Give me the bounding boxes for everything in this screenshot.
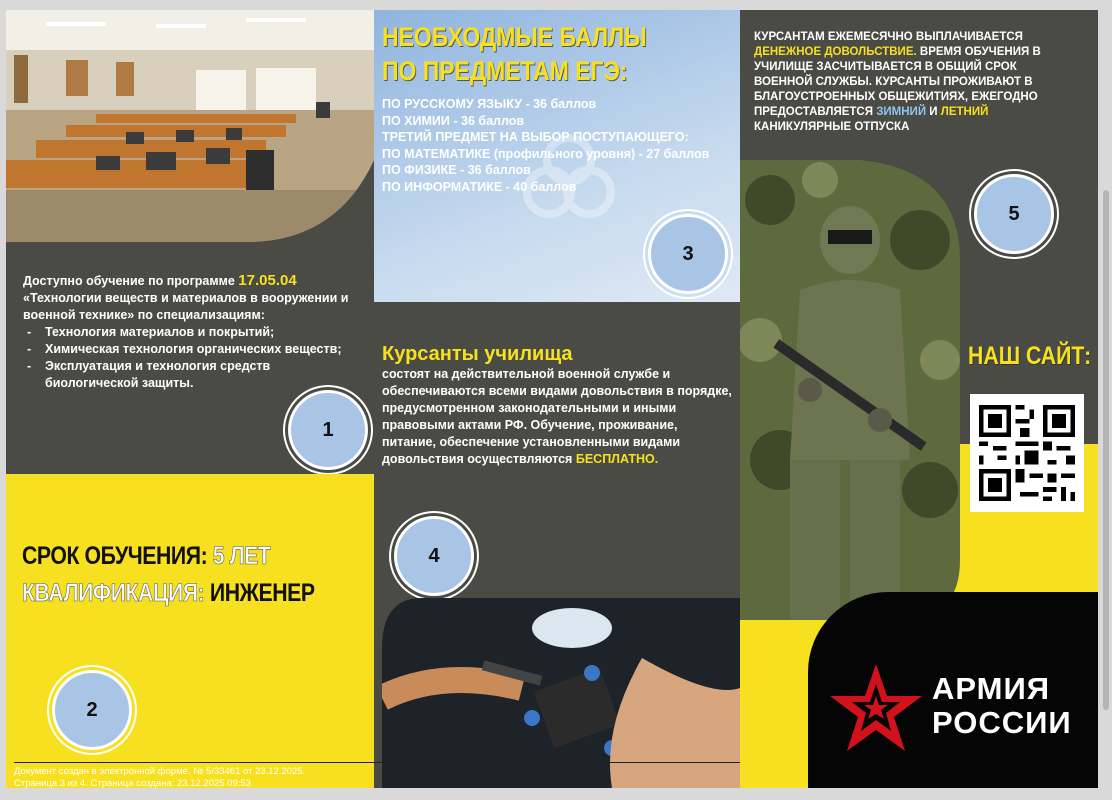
brochure-sheet bbox=[6, 10, 1098, 788]
soldier-photo bbox=[740, 160, 970, 620]
benefits-text bbox=[754, 30, 1074, 135]
logo-line: АРМИЯ bbox=[932, 671, 1051, 706]
benefits-part: И bbox=[929, 106, 938, 118]
document-footer bbox=[6, 760, 1098, 788]
ege-scores bbox=[382, 96, 709, 195]
cadets-free: БЕСПЛАТНО. bbox=[575, 452, 659, 466]
specialization-list bbox=[23, 324, 363, 392]
intro-text: Доступно обучение по программе bbox=[23, 274, 235, 288]
program-description bbox=[23, 272, 363, 392]
program-name: «Технологии веществ и материалов в вооружении и военной технике» по специализациям: bbox=[23, 291, 349, 322]
cadets-body: состоят на действительной военной службе и обеспечиваются всеми видами довольствия в порядке, предусмотренном законодательными и иными правовыми актами РФ. Обучение, проживание, питание, обеспечение установленными видами довольствия осуществляются bbox=[382, 367, 732, 466]
term-block bbox=[6, 474, 374, 788]
program-code: 17.05.04 bbox=[238, 272, 297, 289]
benefits-part: КАНИКУЛЯРНЫЕ ОТПУСКА bbox=[754, 121, 910, 133]
list-item: - Эксплуатация и технология средств биологической защиты. bbox=[23, 358, 363, 392]
footer-line: Страница 3 из 4. Страница создана: 23.12.2025 09:53 bbox=[14, 778, 251, 788]
ege-block bbox=[374, 10, 740, 302]
qr-code-icon bbox=[970, 394, 1084, 512]
list-item: ПО ХИМИИ - 36 баллов bbox=[382, 113, 525, 128]
red-star-icon bbox=[828, 662, 924, 754]
term-value: 5 ЛЕТ bbox=[212, 542, 271, 570]
cadets-block bbox=[382, 342, 734, 468]
benefits-winter: ЗИМНИЙ bbox=[876, 106, 927, 118]
cadets-title: Курсанты училища bbox=[382, 343, 573, 365]
middle-panel bbox=[374, 10, 740, 788]
benefits-summer: ЛЕТНИЙ bbox=[940, 106, 989, 118]
benefits-part: КУРСАНТАМ ЕЖЕМЕСЯЧНО ВЫПЛАЧИВАЕТСЯ bbox=[754, 31, 1023, 43]
benefits-part: ВРЕМЯ ОБУЧЕНИЯ В УЧИЛИЩЕ ЗАСЧИТЫВАЕТСЯ В ОБЩИЙ СРОК ВОЕННОЙ СЛУЖБЫ. КУРСАНТЫ ПРОЖИВАЮТ В БЛАГОУСТРОЕННЫХ ОБЩЕЖИТИЯХ, ЕЖЕГОДНО ПРЕДОСТАВЛЯЕТСЯ bbox=[754, 46, 1041, 118]
qr-code[interactable] bbox=[970, 394, 1084, 512]
scrollbar-thumb[interactable] bbox=[1103, 190, 1109, 710]
step-badge-3: 3 bbox=[648, 214, 728, 294]
step-badge-4: 4 bbox=[394, 516, 474, 596]
list-item: - Химическая технология органических веществ; bbox=[23, 341, 363, 358]
list-item: ПО ИНФОРМАТИКЕ - 40 баллов bbox=[382, 179, 577, 194]
step-badge-1: 1 bbox=[288, 390, 368, 470]
step-badge-5: 5 bbox=[974, 174, 1054, 254]
right-panel bbox=[740, 10, 1098, 788]
list-item: - Технология материалов и покрытий; bbox=[23, 324, 363, 341]
qualification-label: КВАЛИФИКАЦИЯ: bbox=[22, 579, 205, 607]
cadets-text bbox=[382, 366, 734, 468]
army-logo-text bbox=[932, 672, 1072, 740]
list-item: ПО МАТЕМАТИКЕ (профильного уровня) - 27 баллов bbox=[382, 146, 710, 161]
footer-line: Документ создан в электронной форме. № 5/33461 от 23.12.2025. bbox=[14, 766, 306, 777]
ege-title-line: НЕОБХОДМЫЕ БАЛЛЫ bbox=[382, 22, 647, 52]
ege-title bbox=[382, 20, 647, 88]
classroom-photo bbox=[6, 10, 374, 242]
benefits-highlight: ДЕНЕЖНОЕ ДОВОЛЬСТВИЕ. bbox=[754, 46, 917, 58]
army-logo-block bbox=[808, 592, 1098, 788]
ege-title-line: ПО ПРЕДМЕТАМ ЕГЭ: bbox=[382, 56, 628, 86]
list-item: ТРЕТИЙ ПРЕДМЕТ НА ВЫБОР ПОСТУПАЮЩЕГО: bbox=[382, 130, 689, 144]
logo-line: РОССИИ bbox=[932, 705, 1072, 740]
term-label: СРОК ОБУЧЕНИЯ: bbox=[22, 542, 208, 570]
list-item: ПО РУССКОМУ ЯЗЫКУ - 36 баллов bbox=[382, 97, 597, 111]
footer-text bbox=[14, 766, 305, 788]
site-label: НАШ САЙТ: bbox=[968, 342, 1092, 370]
qualification-value: ИНЖЕНЕР bbox=[209, 579, 315, 607]
step-badge-2: 2 bbox=[52, 670, 132, 750]
list-item: ПО ФИЗИКЕ - 36 баллов bbox=[382, 163, 531, 177]
left-panel bbox=[6, 10, 374, 788]
